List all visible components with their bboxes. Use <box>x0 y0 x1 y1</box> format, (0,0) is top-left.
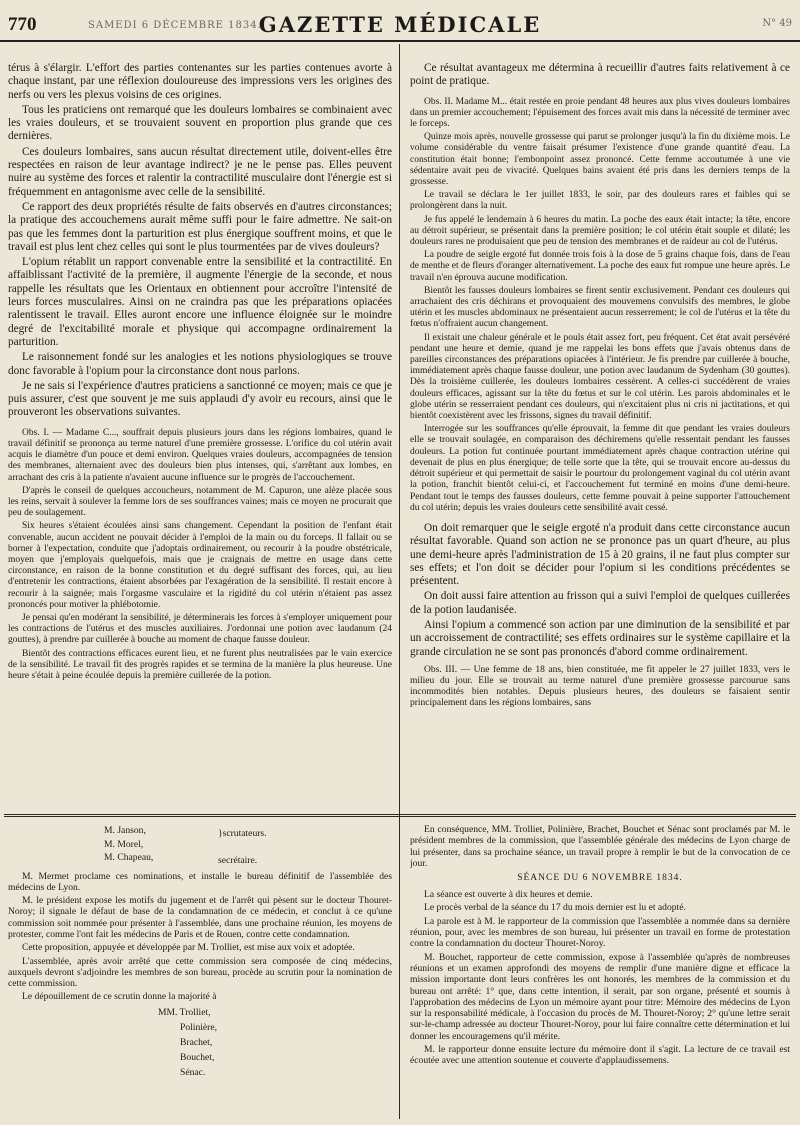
secretary-label: secrétaire. <box>218 855 258 866</box>
elected-member: MM. Trolliet, <box>158 1006 211 1018</box>
scrutineer-name: M. Chapeau, <box>104 852 154 863</box>
paragraph: On doit aussi faire attention au frisson qui a suivi l'emploi de quelques cuillerées de la potion laudanisée. <box>410 590 790 616</box>
observation-paragraph: Quinze mois après, nouvelle grossesse qui parut se prolonger jusqu'à la fin du dixième mois. Le volume considérable du ventre faisait présumer l'existence d'une grande quantité d'eau. La constitution était bonne; l'embonpoint assez prononcé. Cette femme accoutumée à une vie sédentaire avait peu de vivacité. Quelques bains avaient été pris dans les derniers temps de la grossesse. <box>410 132 790 188</box>
paragraph: La parole est à M. le rapporteur de la commission que l'assemblée a nommée dans sa dernière réunion, pour, avec les membres de son bureau, lui présenter un travail en forme de protestation contre la condamnation du docteur Thouret-Noroy. <box>410 915 790 950</box>
page-number: 770 <box>8 14 37 35</box>
observation-paragraph: Six heures s'étaient écoulées ainsi sans changement. Cependant la position de l'enfant était convenable, aucun accident ne pouvait décider à l'emploi de la main ou du forceps. Il fallait ou se borner à l'expectation, conduite que j'adoptais ordinairement, ou recourir à la poudre obstétricale, moyen que j'employais quelquefois, mais que je craignais de mettre en usage dans cette circonstance, en raison de la bonne constitution et du degré suffisant des forces, qui, au lieu d'entretenir les contractions, étaient absorbées par l'exagération de la sensibilité. Il restait encore à recourir à la saignée; mais l'orgasme vasculaire et la rigidité du col utérin n'étaient pas assez prononcés pour motiver la phlébotomie. <box>8 521 392 610</box>
elected-member: Polinière, <box>180 1021 218 1033</box>
section-divider <box>4 814 796 817</box>
observation-paragraph: Bientôt les fausses douleurs lombaires se firent sentir exclusivement. Pendant ces douleurs qui arrachaient des cris déchirans et provoquaient des mouvemens convulsifs des membres, le globe utérin et les muscles abdominaux ne présentaient aucun resserrement; le col de l'utérus et la tête du fœtus n'offraient aucun changement. <box>410 285 790 330</box>
paragraph: M. le président expose les motifs du jugement et de l'arrêt qui pèsent sur le docteur Thouret-Noroy; il signale le défaut de base de la condamnation de ce médecin, et conclut à ce qu'une commission soit nommée pour présenter à l'assemblée, dans une prochaine réunion, les moyens de protester, comme l'ont fait les médecins de Paris et de Rouen, contre cette condamnation. <box>8 895 392 940</box>
observation-paragraph: La poudre de seigle ergoté fut donnée trois fois à la dose de 5 grains chaque fois, dans de l'eau de menthe et de fleurs d'oranger alternativement. La poche des eaux fut rompue une heure après. Le travail n'en éprouva aucune modification. <box>410 250 790 283</box>
observation-paragraph: Interrogée sur les souffrances qu'elle éprouvait, la femme dit que pendant les vraies douleurs elle se trouvait soulagée, en comparaison des déchiremens qu'elle ressentait pendant les fausses douleurs. La potion fut continuée pourtant immédiatement après chaque contraction utérine qui devenait de plus en plus énergique; de telle sorte que la tête, qui se trouvait encore au-dessus du détroit supérieur et qui permettait de saisir le pourtour du prolongement vaginal du col utérin avant la potion, franchit bientôt celui-ci, et l'accouchement fut terminé en moins d'une demi-heure. Pendant tout le temps des fausses douleurs, cette femme pouvait à peine supporter l'attouchement du col utérin; depuis les vraies douleurs cette sensibilité avait cessé. <box>410 424 790 513</box>
paragraph: Ainsi l'opium a commencé son action par une diminution de la sensibilité et par un accroissement de contractilité; ses effets ordinaires sur le système capillaire et la grande circulation ne se sont pas prononcés d'abord comme ordinairement. <box>410 618 790 658</box>
observation-paragraph: Obs. I. — Madame C..., souffrait depuis plusieurs jours dans les régions lombaires, quand le travail définitif se prononça au terme naturel d'une première grossesse. L'orifice du col utérin avait acquis le diamètre d'un pouce et demi environ. Quelques vraies douleurs, accompagnées de tension des membranes, alternaient avec des douleurs bien plus intenses, qui, s'arrêtant aux lombes, en arrachant des cris à la patiente n'avaient aucune influence sur le progrès de l'accouchement. <box>8 427 392 483</box>
paragraph: térus à s'élargir. L'effort des parties contenantes sur les parties contenues avorte à chaque instant, par une réflexion douloureuse des impressions vers les origines des nerfs ou vers les plexus voisins de ces origines. <box>8 62 392 101</box>
paragraph: On doit remarquer que le seigle ergoté n'a produit dans cette circonstance aucun résultat favorable. Quand son action ne se prononce pas un quart d'heure, au plus une demi-heure après l'administration de 15 à 20 grains, il ne faut plus compter sur ses effets; et l'on doit se décider pour l'opium si les conditions précédentes se présentent. <box>410 521 790 588</box>
scrutineer-name: M. Morel, <box>104 838 144 850</box>
paragraph: Je ne sais si l'expérience d'autres praticiens a sanctionné ce moyen; mais ce que je puis assurer, c'est que souvent je me suis applaudi d'y avoir eu recours, ainsi que le prouveront les observations suivantes. <box>8 379 392 419</box>
observation-paragraph: Je pensai qu'en modérant la sensibilité, je déterminerais les forces à s'employer uniquement pour les contractions de l'utérus et des muscles auxiliaires. J'ordonnai une potion avec laudanum (24 gouttes), à prendre par cuillerée à bouche au moment de chaque fausse douleur. <box>8 612 392 646</box>
scrutineers-block <box>8 824 392 865</box>
paragraph: Ce résultat avantageux me détermina à recueillir d'autres faits relativement à ce point de pratique. <box>410 62 790 88</box>
paragraph: En conséquence, MM. Trolliet, Polinière, Brachet, Bouchet et Sénac sont proclamés par M. le président membres de la commission, que l'assemblée générale des médecins de Lyon charge de lui présenter, dans sa prochaine séance, un travail propre à remplir le but de la convocation de ce jour. <box>410 824 790 869</box>
observation-paragraph: Bientôt des contractions efficaces eurent lieu, et ne furent plus neutralisées par le vain exercice de la sensibilité. Le travail fit des progrès rapides et se termina de la manière la plus heureuse. Une heure s'était à peine écoulée depuis la première cuillerée de la potion. <box>8 648 392 681</box>
observation-paragraph: Il existait une chaleur générale et le pouls était assez fort, peu fréquent. Cet état avait persévéré pendant une heure et demie, quand je me rappelai les bons effets que j'avais obtenus dans de pareilles circonstances des préparations opiacées à l'intérieur. Je fis prendre par cuillerée à bouche, immédiatement après chaque fausse douleur, une potion avec laudanum de Sydenham (30 gouttes). Dès la troisième cuillerée, les douleurs lombaires cessèrent. A celles-ci succédèrent de vraies douleurs efficaces, agissant sur la tête du fœtus et sur le col utérin. Les parois abdominales et le globe utérin se resserraient pendant ces douleurs, qui n'excitaient plus ni cris ni jactitations, et qui bientôt coexistèrent avec les frissons, signes du travail définitif. <box>410 332 790 422</box>
scrutineers-label: }scrutateurs. <box>218 828 267 839</box>
paragraph: Cette proposition, appuyée et développée par M. Trolliet, est mise aux voix et adoptée. <box>22 942 355 954</box>
paragraph: Le raisonnement fondé sur les analogies et les notions physiologiques se trouve donc favorable à l'opium pour la circonstance dont nous parlons. <box>8 351 392 377</box>
paragraph: La séance est ouverte à dix heures et demie. <box>424 889 593 901</box>
paragraph: M. Mermet proclame ces nominations, et installe le bureau définitif de l'assemblée des médecins de Lyon. <box>8 870 392 893</box>
paragraph: L'opium rétablit un rapport convenable entre la sensibilité et la contractilité. En affaiblissant l'activité de la première, il augmente l'énergie de la seconde, et nous rappelle les résultats que les Orientaux en obtiennent pour accroître l'intensité de leurs forces musculaires. Ainsi on ne craindra pas que les préparations opiacées ralentissent le travail. Elles auront encore une influence éloignée sur le moindre degré de l'excitabilité morale et physique qui accompagne ordinairement la parturition. <box>8 256 392 348</box>
paragraph: Ces douleurs lombaires, sans aucun résultat directement utile, doivent-elles être respectées en raison de leur avantage indirect? je ne le pense pas. Elles peuvent nuire au système des forces et ralentir la contractilité musculaire dont l'énergie est si fréquemment en antagonisme avec celle de la sensibilité. <box>8 145 392 198</box>
journal-title: GAZETTE MÉDICALE <box>258 12 542 37</box>
paragraph: M. le rapporteur donne ensuite lecture du mémoire dont il s'agit. La lecture de ce travail est écoutée avec une attention soutenue et couverte d'applaudissemens. <box>410 1044 790 1067</box>
column-divider <box>399 44 400 1119</box>
bottom-right-column <box>410 824 790 1124</box>
right-column <box>410 62 790 792</box>
elected-member: Bouchet, <box>180 1051 215 1063</box>
bottom-left-column <box>8 824 392 1124</box>
elected-member: Brachet, <box>180 1036 213 1048</box>
paragraph: L'assemblée, après avoir arrêté que cette commission sera composée de cinq médecins, auxquels devront s'adjoindre les membres de son bureau, procède au scrutin pour la nomination de cette commission. <box>8 955 392 990</box>
left-column <box>8 62 392 792</box>
elected-member: Sénac. <box>180 1066 206 1078</box>
paragraph: Tous les praticiens ont remarqué que les douleurs lombaires se combinaient avec les vraies douleurs, et se trouvaient souvent en proportion plus grande que ces dernières. <box>8 103 392 143</box>
elected-members-list <box>8 1005 392 1080</box>
observation-paragraph: Je fus appelé le lendemain à 6 heures du matin. La poche des eaux était intacte; la tête, encore au détroit supérieur, se présentait dans la première position; le col utérin était souple et dilaté; les douleurs rares ne produisaient que peu de tension des membranes et de raideur au col de l'utérus. <box>410 214 790 248</box>
issue-date: SAMEDI 6 DÉCEMBRE 1834. <box>88 20 262 31</box>
section-title: SÉANCE DU 6 NOVEMBRE 1834. <box>517 873 683 884</box>
page-header <box>0 0 800 42</box>
observation-paragraph: Le travail se déclara le 1er juillet 1833, le soir, par des douleurs rares et faibles qui se prolongèrent dans la nuit. <box>410 190 790 212</box>
observation-paragraph: Obs. II. Madame M... était restée en proie pendant 48 heures aux plus vives douleurs lombaires dans un premier accouchement; l'épuisement des forces avait mis dans la nécessité de terminer avec le forceps. <box>410 96 790 129</box>
issue-number: N° 49 <box>762 18 792 29</box>
paragraph: M. Bouchet, rapporteur de cette commission, expose à l'assemblée qu'après de nombreuses réunions et un examen approfondi des moyens de remplir d'une manière digne et efficace la mission importante dont leurs confrères les ont honorés, les membres de la commission et du bureau ont arrêté: 1° que, dans cette intention, il serait, par son organe, présenté et soumis à l'approbation des médecins de Lyon un mémoire ayant pour titre: Mémoire des médecins de Lyon sur la responsabilité médicale, à l'occasion du procès de M. Thouret-Noroy; 2° qu'une lettre serait sur-le-champ adressée au docteur Thouret-Noroy, pour lui faire connaître cette détermination et lui donner les encouragemens qu'il mérite. <box>410 951 790 1042</box>
observation-paragraph: Obs. III. — Une femme de 18 ans, bien constituée, me fit appeler le 27 juillet 1833, vers le milieu du jour. Elle se trouvait au terme naturel d'une première grossesse parcourue sans incommodités bien notables. Depuis plusieurs heures, des douleurs se faisaient sentir principalement dans les régions lombaires, sans <box>410 664 790 709</box>
scrutineer-name: M. Janson, <box>104 825 146 836</box>
observation-paragraph: D'après le conseil de quelques accoucheurs, notamment de M. Capuron, une alèze placée sous les reins, servait à soulever la femme lors de ses souffrances vaines; mais ce moyen ne procurait que peu de soulagement. <box>8 485 392 519</box>
paragraph: Ce rapport des deux propriétés résulte de faits observés en d'autres circonstances; la pratique des accouchemens aurait même suffi pour le faire admettre. Ne sait-on pas que les femmes dont la parturition est plus énergique souffrent moins, et que le travail est plus lent chez celles qui sont le plus tourmentées par de vives douleurs? <box>8 200 392 253</box>
paragraph: Le dépouillement de ce scrutin donne la majorité à <box>22 991 217 1003</box>
paragraph: Le procès verbal de la séance du 17 du mois dernier est lu et adopté. <box>424 902 686 914</box>
